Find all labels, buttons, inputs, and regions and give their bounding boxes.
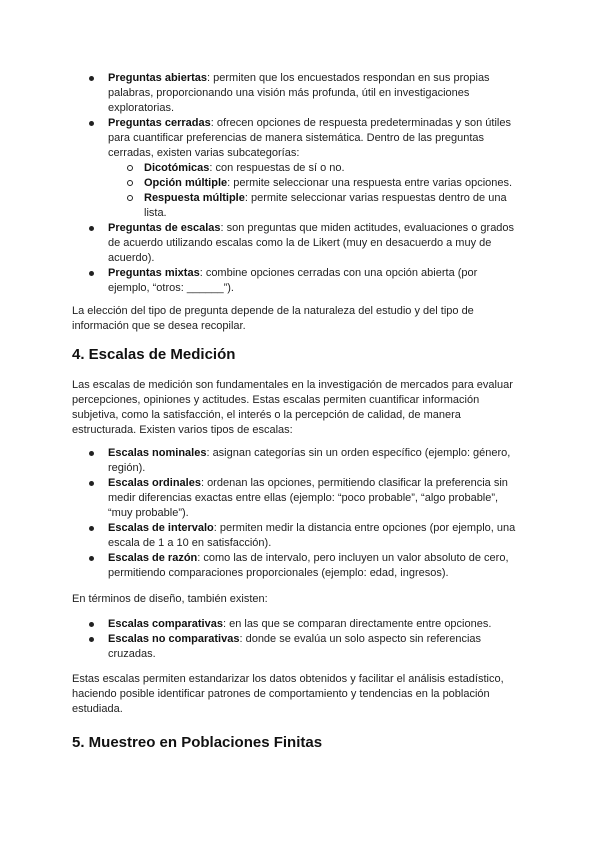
bullet-icon: [89, 271, 94, 276]
scale-types-list: [0, 446, 520, 581]
sub-list-item-term: Dicotómicas: [144, 162, 210, 174]
list-item-term: Escalas no comparativas: [108, 633, 240, 645]
list-item-text: : permiten que los encuestados respondan en sus propias palabras, proporcionando una visión más profunda, útil en investigaciones exploratorias.: [108, 72, 490, 114]
bullet-icon: [89, 76, 94, 81]
sub-list-item: [108, 161, 520, 176]
list-item-text: : son preguntas que miden actitudes, evaluaciones o grados de acuerdo utilizando escalas como la de Likert (muy en desacuerdo a muy de acuerdo).: [108, 222, 515, 264]
sub-list-item-term: Opción múltiple: [144, 177, 228, 189]
list-item: [0, 446, 520, 476]
bullet-icon: [89, 622, 94, 627]
list-item-term: Escalas de intervalo: [108, 522, 214, 534]
list-item-term: Escalas ordinales: [108, 477, 201, 489]
sub-list-item: [108, 176, 520, 191]
list-item: [0, 551, 520, 581]
sub-list-item-text: : con respuestas de sí o no.: [209, 162, 345, 174]
section-heading-4: 4. Escalas de Medición: [72, 346, 236, 363]
bullet-icon: [89, 121, 94, 126]
sub-list-item-term: Respuesta múltiple: [144, 192, 245, 204]
list-item-text: : asignan categorías sin un orden específico (ejemplo: género, región).: [108, 447, 511, 474]
list-item-text: : ordenan las opciones, permitiendo clasificar la preferencia sin medir diferencias exactas entre ellas (ejemplo: “poco probable”, “algo probable”, “muy probable”).: [108, 477, 508, 519]
design-scales-list: [0, 617, 520, 662]
list-item-term: Escalas comparativas: [108, 618, 223, 630]
question-types-list: [0, 71, 520, 296]
section-heading-5: 5. Muestreo en Poblaciones Finitas: [72, 734, 323, 751]
list-item: [0, 632, 520, 662]
list-item-term: Preguntas mixtas: [108, 267, 200, 279]
paragraph-question-choice: La elección del tipo de pregunta depende de la naturaleza del estudio y del tipo de información que se desea recopilar.: [72, 305, 474, 332]
list-item-text: : en las que se comparan directamente entre opciones.: [222, 618, 492, 630]
list-item-term: Preguntas abiertas: [108, 72, 208, 84]
list-item-term: Preguntas cerradas: [108, 117, 211, 129]
list-item-text: : permiten medir la distancia entre opciones (por ejemplo, una escala de 1 a 10 en satisfacción).: [108, 522, 516, 549]
paragraph-scales-intro: Las escalas de medición son fundamentales en la investigación de mercados para evaluar percepciones, opiniones y actitudes. Estas escalas permiten cuantificar información subjetiva, como la satisfacción, el interés o la percepción de calidad, de manera estructurada. Existen varios tipos de escalas:: [72, 379, 513, 436]
paragraph-design-intro: En términos de diseño, también existen:: [72, 593, 268, 605]
bullet-icon: [89, 637, 94, 642]
list-item: [0, 221, 520, 266]
sub-list-item-text: : permite seleccionar una respuesta entre varias opciones.: [227, 177, 513, 189]
circle-bullet-icon: [127, 180, 133, 186]
list-item-text: : donde se evalúa un solo aspecto sin referencias cruzadas.: [108, 633, 482, 660]
closed-subtypes-list: [108, 161, 520, 221]
list-item-term: Escalas de razón: [108, 552, 198, 564]
list-item: [0, 71, 520, 116]
list-item-term: Preguntas de escalas: [108, 222, 221, 234]
bullet-icon: [89, 226, 94, 231]
circle-bullet-icon: [127, 195, 133, 201]
list-item: [0, 476, 520, 521]
bullet-icon: [89, 556, 94, 561]
list-item-text: : ofrecen opciones de respuesta predeterminadas y son útiles para cuantificar preferencias de manera sistemática. Dentro de las preguntas cerradas, existen varias subcategorías:: [108, 117, 511, 159]
sub-list-item-text: : permite seleccionar varias respuestas dentro de una lista.: [144, 192, 507, 219]
paragraph-scales-closing: Estas escalas permiten estandarizar los datos obtenidos y facilitar el análisis estadístico, haciendo posible identificar patrones de comportamiento y tendencias en la población estudiada.: [72, 673, 504, 715]
bullet-icon: [89, 481, 94, 486]
list-item: [0, 617, 520, 632]
list-item-text: : como las de intervalo, pero incluyen un valor absoluto de cero, permitiendo comparaciones proporcionales (ejemplo: edad, ingresos).: [108, 552, 509, 579]
list-item: [0, 521, 520, 551]
bullet-icon: [89, 451, 94, 456]
list-item: [0, 116, 520, 221]
list-item: [0, 266, 520, 296]
sub-list-item: [108, 191, 520, 221]
circle-bullet-icon: [127, 165, 133, 171]
list-item-term: Escalas nominales: [108, 447, 207, 459]
bullet-icon: [89, 526, 94, 531]
list-item-text: : combine opciones cerradas con una opción abierta (por ejemplo, “otros: ______”).: [108, 267, 478, 294]
